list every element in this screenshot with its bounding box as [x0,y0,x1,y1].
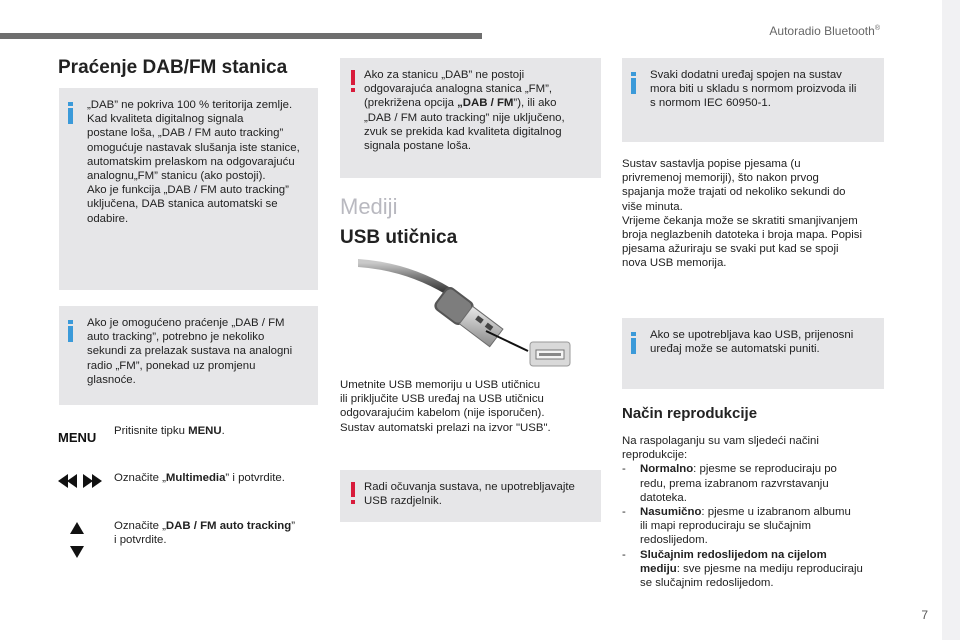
text-line: odabire. [87,212,129,225]
warning-box-no-fm [340,58,601,178]
text-line: uključena, DAB stanica automatski se [87,198,278,211]
page-side-strip [942,0,960,640]
info-icon [68,102,73,124]
text-line: nova USB memorija. [622,257,727,270]
step-select-multimedia: Označite „Multimedia” i potvrdite. [114,472,285,484]
header-bar [0,33,482,39]
section-title-dab-fm: Praćenje DAB/FM stanica [58,57,288,78]
text-line: odgovarajućim kabelom (nije isporučen). [340,407,545,420]
info-box-dab-coverage [59,88,318,290]
section-title-playback-mode: Način reprodukcije [622,405,758,422]
menu-button-icon: MENU [58,430,97,445]
info-box-charging [622,318,884,389]
warning-text [364,480,591,508]
text-line: uređaj može se automatski puniti. [650,343,820,356]
text-line: Svaki dodatni uređaj spojen na sustav [650,69,842,81]
step-press-menu: Pritisnite tipku MENU. [114,425,225,437]
usb-plug-illustration [358,255,574,371]
text-line: Ako se upotrebljava kao USB, prijenosni [650,329,854,341]
playback-modes: Na raspolaganju su vam sljedeći načini reprodukcije: - Normalno: pjesme se reproduciraju po redu, prema izabranom razvrstavanju datoteka. - Nasumično: pjesme u izabranom albumu ili mapi reproduciraju se slučajnim redoslijedom. - Slučajnim redoslijedom na cijelom mediju: sve pjesme na mediju reproduciraju se slučajnim redoslijedom. [622,434,884,590]
text-line: Radi očuvanja sustava, ne upotrebljavajte [364,481,575,493]
warning-box-usb-hub [340,470,601,522]
step-select-dab-fm-tracking: Označite „DAB / FM auto tracking” i potvrdite. [114,520,296,547]
text-line: Sustav sastavlja popise pjesama (u [622,158,801,170]
playlist-paragraph [622,157,862,271]
text-line: Vrijeme čekanja može se skratiti smanjivanjem [622,214,858,227]
text-line: Ako je funkcija „DAB / FM auto tracking” [87,184,289,197]
up-down-arrows-icon [70,522,84,558]
text-line: Kad kvaliteta digitalnog signala [87,113,244,126]
text-line: radio „FM”, ponekad uz promjenu [87,359,256,372]
mode-shuffle: - Nasumično: pjesme u izabranom albumu ili mapi reproduciraju se slučajnim redoslijedom. [622,505,884,548]
info-text [87,316,308,387]
info-text [87,98,308,226]
text-line: mora biti u skladu s normom proizvoda ili [650,83,857,96]
text-line: s normom IEC 60950-1. [650,97,771,110]
info-box-iec-norm [622,58,884,142]
mode-random-all: - Slučajnim redoslijedom na cijelom mediju: sve pjesme na mediju reproduciraju se slučajnim redoslijedom. [622,548,884,591]
info-box-auto-tracking [59,306,318,405]
text-line: sekundi za prelazak sustava na analogni [87,345,293,358]
info-text [650,68,874,111]
section-title-usb: USB utičnica [340,227,458,248]
text-line: analognu„FM” stanicu (ako postoji). [87,170,266,183]
usb-instructions [340,378,551,435]
header-title: Autoradio Bluetooth® [769,24,880,38]
info-icon [631,332,636,354]
section-title-mediji: Mediji [340,194,398,219]
page-number: 7 [921,608,928,622]
text-line: Sustav automatski prelazi na izvor "USB". [340,421,551,434]
text-line: omogućuje nastavak slušanja iste stanice, [87,141,300,154]
info-icon [631,72,636,94]
text-line: postane loša, „DAB / FM auto tracking” [87,127,284,140]
info-icon [68,320,73,342]
text-line: ili priključite USB uređaj na USB utičnicu [340,393,544,406]
warning-text: Ako za stanicu „DAB” ne postoji odgovarajuća analogna stanica „FM”, (prekrižena opcija „DAB / FM”), ili ako „DAB / FM auto tracking” nije uključeno, zvuk se prekida kad kvaliteta digitalnog signala postane loša. [364,69,565,153]
text-line: pjesama ažuriraju se svaki put kad se spoji [622,243,839,256]
text-line: Ako je omogućeno praćenje „DAB / FM [87,317,285,329]
warning-icon [351,70,355,92]
text-line: privremenoj memoriji), što nakon prvog [622,172,819,185]
text-line: auto tracking”, potrebno je nekoliko [87,331,265,344]
warning-icon [351,482,355,504]
text-line: „DAB” ne pokriva 100 % teritorija zemlje. [87,99,293,111]
text-line: spajanja može trajati od nekoliko sekundi do [622,186,846,199]
text-line: broja neglazbenih datoteka i broja mapa. Popisi [622,229,862,242]
text-line: glasnoće. [87,373,136,386]
info-text [650,328,874,356]
text-line: USB razdjelnik. [364,495,442,508]
left-right-arrows-icon [58,473,102,489]
text-line: automatskim prelaskom na odgovarajuću [87,155,295,168]
mode-normal: - Normalno: pjesme se reproduciraju po redu, prema izabranom razvrstavanju datoteka. [622,462,884,505]
text-line: Umetnite USB memoriju u USB utičnicu [340,379,541,391]
text-line: više minuta. [622,200,683,213]
